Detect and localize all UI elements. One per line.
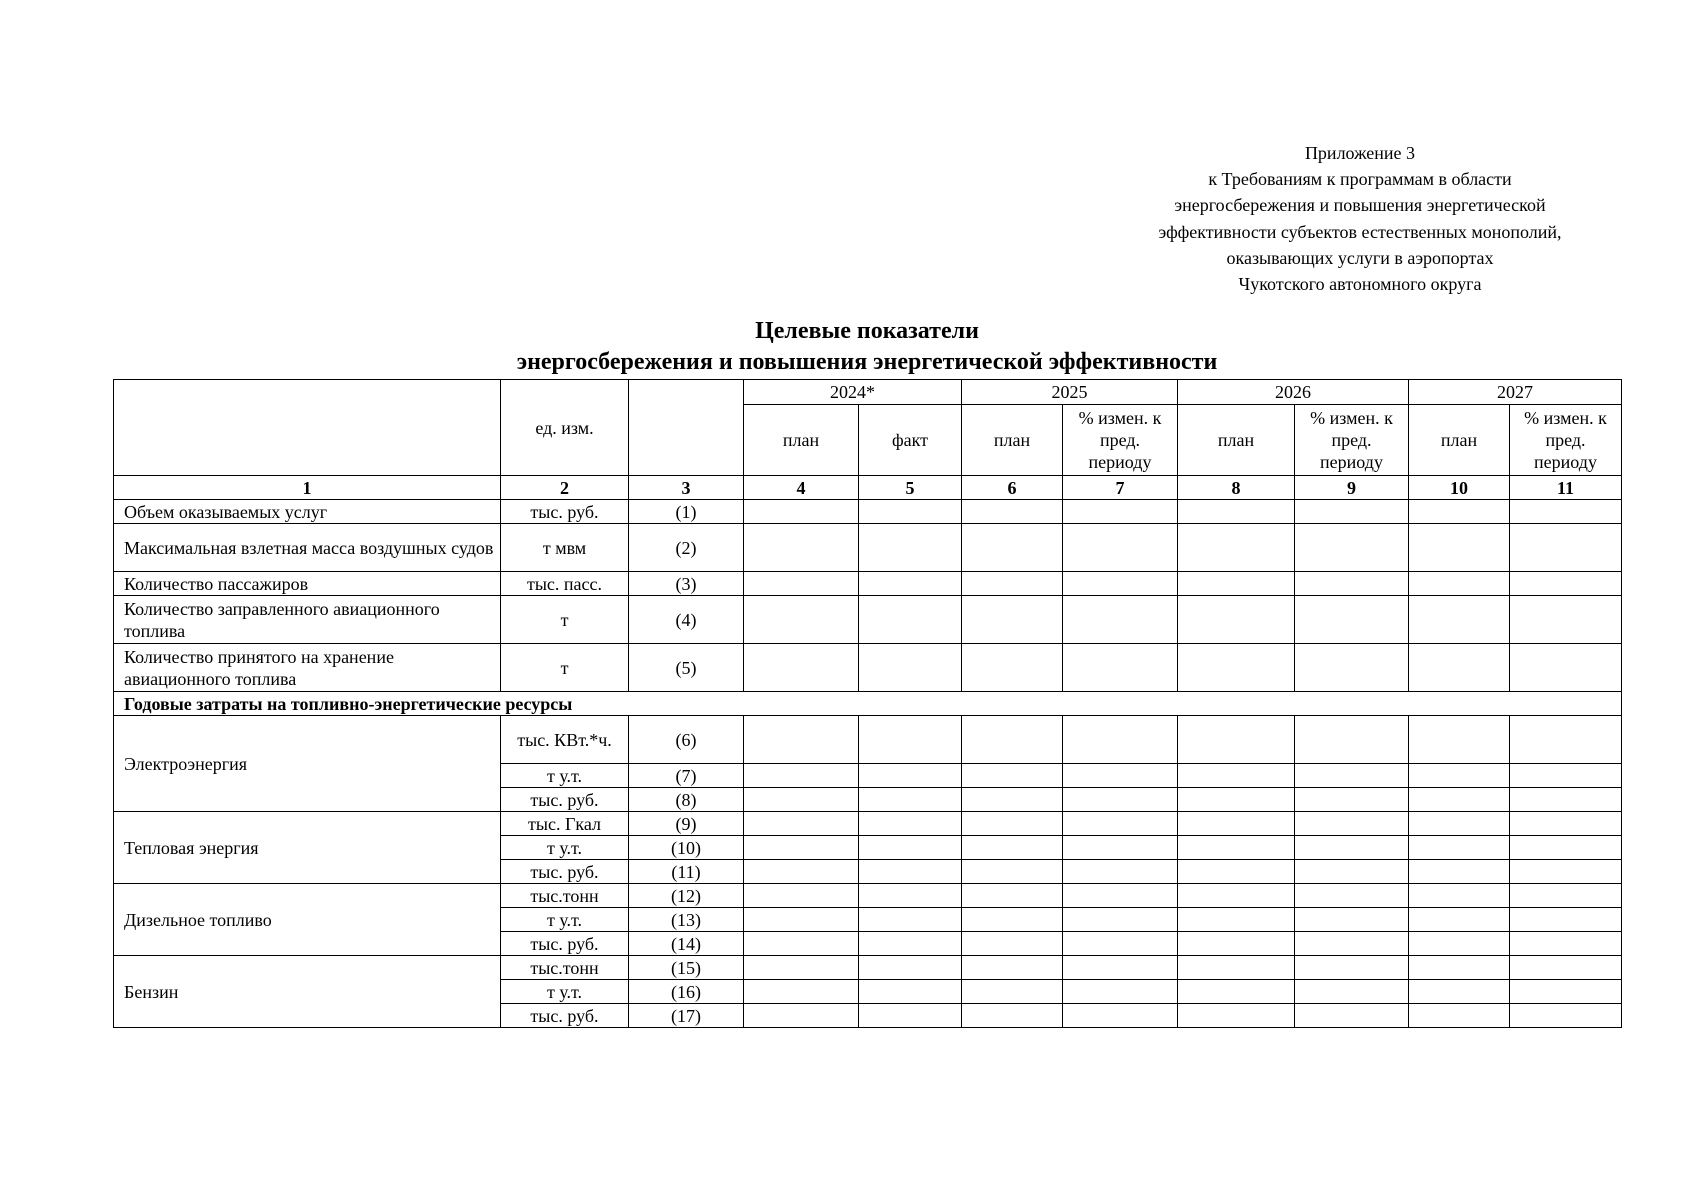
title-line-1: Целевые показатели (755, 318, 979, 344)
appendix-line: энергосбережения и повышения энергетической (1174, 195, 1546, 216)
value-cell (1178, 500, 1295, 524)
column-number: 11 (1510, 476, 1622, 500)
row-code: (14) (629, 932, 744, 956)
value-cell (1063, 716, 1178, 764)
value-cell (859, 1004, 962, 1028)
value-cell (1510, 596, 1622, 644)
row-unit: тыс. руб. (501, 788, 629, 812)
value-cell (1178, 1004, 1295, 1028)
column-number: 2 (501, 476, 629, 500)
value-cell (1510, 524, 1622, 572)
group-name: Электроэнергия (114, 716, 501, 812)
value-cell (1409, 500, 1510, 524)
value-cell (1063, 500, 1178, 524)
value-cell (1409, 788, 1510, 812)
row-unit: т у.т. (501, 908, 629, 932)
value-cell (1178, 716, 1295, 764)
appendix-line: Приложение 3 (1304, 143, 1416, 163)
header-subcolumn: план (744, 405, 859, 476)
group-name: Тепловая энергия (114, 812, 501, 884)
value-cell (744, 716, 859, 764)
column-number: 7 (1063, 476, 1178, 500)
value-cell (962, 788, 1063, 812)
value-cell (1510, 860, 1622, 884)
header-row-numbers (114, 476, 1622, 500)
value-cell (1063, 596, 1178, 644)
value-cell (1409, 884, 1510, 908)
value-cell (859, 980, 962, 1004)
value-cell (1510, 500, 1622, 524)
value-cell (1178, 884, 1295, 908)
group-name: Бензин (114, 956, 501, 1028)
table-header (114, 380, 1622, 500)
value-cell (1178, 524, 1295, 572)
value-cell (744, 932, 859, 956)
value-cell (1295, 884, 1409, 908)
value-cell (1510, 1004, 1622, 1028)
table-row (114, 956, 1622, 980)
value-cell (1409, 812, 1510, 836)
value-cell (1510, 644, 1622, 692)
value-cell (1295, 860, 1409, 884)
header-subcolumn: % измен. к пред. периоду (1510, 405, 1622, 476)
section-title: Годовые затраты на топливно-энергетические ресурсы (114, 692, 1622, 716)
column-number: 6 (962, 476, 1063, 500)
value-cell (1409, 980, 1510, 1004)
value-cell (1063, 644, 1178, 692)
value-cell (859, 596, 962, 644)
value-cell (859, 884, 962, 908)
table-body (114, 500, 1622, 1028)
value-cell (1510, 572, 1622, 596)
value-cell (1178, 956, 1295, 980)
row-code: (16) (629, 980, 744, 1004)
section-row (114, 692, 1622, 716)
value-cell (1063, 860, 1178, 884)
value-cell (1063, 980, 1178, 1004)
value-cell (1409, 1004, 1510, 1028)
row-code: (13) (629, 908, 744, 932)
page-title (113, 316, 1621, 378)
value-cell (859, 812, 962, 836)
table-row (114, 716, 1622, 764)
column-number: 9 (1295, 476, 1409, 500)
group-name: Дизельное топливо (114, 884, 501, 956)
value-cell (859, 764, 962, 788)
value-cell (962, 716, 1063, 764)
value-cell (1295, 764, 1409, 788)
value-cell (1178, 860, 1295, 884)
header-year: 2024* (744, 380, 962, 405)
value-cell (1295, 980, 1409, 1004)
value-cell (1510, 908, 1622, 932)
value-cell (1178, 596, 1295, 644)
row-unit: тыс. КВт.*ч. (501, 716, 629, 764)
header-subcolumn: план (962, 405, 1063, 476)
value-cell (1178, 932, 1295, 956)
value-cell (744, 956, 859, 980)
row-unit: тыс. руб. (501, 932, 629, 956)
value-cell (1063, 524, 1178, 572)
value-cell (962, 812, 1063, 836)
row-unit: тыс. руб. (501, 1004, 629, 1028)
row-code: (2) (629, 524, 744, 572)
value-cell (962, 908, 1063, 932)
value-cell (1409, 716, 1510, 764)
header-subcolumn: факт (859, 405, 962, 476)
value-cell (1295, 500, 1409, 524)
value-cell (1409, 860, 1510, 884)
appendix-note (1080, 140, 1640, 297)
value-cell (1178, 764, 1295, 788)
value-cell (744, 764, 859, 788)
value-cell (1178, 836, 1295, 860)
column-number: 1 (114, 476, 501, 500)
row-code: (11) (629, 860, 744, 884)
value-cell (1295, 812, 1409, 836)
row-code: (12) (629, 884, 744, 908)
indicators-table (113, 379, 1622, 1028)
value-cell (1295, 716, 1409, 764)
row-code: (5) (629, 644, 744, 692)
value-cell (962, 980, 1063, 1004)
value-cell (962, 764, 1063, 788)
header-row-years (114, 380, 1622, 405)
value-cell (859, 860, 962, 884)
column-number: 10 (1409, 476, 1510, 500)
value-cell (1295, 956, 1409, 980)
value-cell (744, 860, 859, 884)
row-unit: т у.т. (501, 764, 629, 788)
row-unit: т у.т. (501, 836, 629, 860)
column-number: 5 (859, 476, 962, 500)
value-cell (1178, 812, 1295, 836)
header-code-cell (629, 380, 744, 476)
row-unit: тыс.тонн (501, 956, 629, 980)
value-cell (1295, 1004, 1409, 1028)
row-code: (4) (629, 596, 744, 644)
row-code: (17) (629, 1004, 744, 1028)
table-row (114, 524, 1622, 572)
value-cell (1295, 644, 1409, 692)
value-cell (1063, 788, 1178, 812)
row-unit: т у.т. (501, 980, 629, 1004)
row-unit: т мвм (501, 524, 629, 572)
row-code: (15) (629, 956, 744, 980)
value-cell (1063, 1004, 1178, 1028)
value-cell (744, 644, 859, 692)
row-unit: т (501, 596, 629, 644)
value-cell (1510, 884, 1622, 908)
value-cell (1178, 908, 1295, 932)
value-cell (744, 1004, 859, 1028)
row-name: Количество пассажиров (114, 572, 501, 596)
value-cell (962, 836, 1063, 860)
header-subcolumn: план (1178, 405, 1295, 476)
row-unit: тыс. Гкал (501, 812, 629, 836)
value-cell (962, 524, 1063, 572)
row-name: Максимальная взлетная масса воздушных судов (114, 524, 501, 572)
value-cell (1178, 788, 1295, 812)
column-number: 3 (629, 476, 744, 500)
value-cell (1510, 956, 1622, 980)
title-line-2: энергосбережения и повышения энергетической эффективности (516, 349, 1218, 375)
value-cell (1063, 908, 1178, 932)
value-cell (1295, 596, 1409, 644)
value-cell (1409, 644, 1510, 692)
value-cell (744, 788, 859, 812)
value-cell (859, 932, 962, 956)
value-cell (1409, 596, 1510, 644)
row-code: (6) (629, 716, 744, 764)
row-unit: тыс. руб. (501, 860, 629, 884)
header-subcolumn: % измен. к пред. периоду (1063, 405, 1178, 476)
row-name: Объем оказываемых услуг (114, 500, 501, 524)
value-cell (744, 812, 859, 836)
value-cell (1510, 836, 1622, 860)
value-cell (859, 500, 962, 524)
value-cell (859, 716, 962, 764)
header-year: 2025 (962, 380, 1178, 405)
header-subcolumn: план (1409, 405, 1510, 476)
value-cell (1063, 956, 1178, 980)
row-code: (1) (629, 500, 744, 524)
value-cell (744, 596, 859, 644)
value-cell (859, 572, 962, 596)
column-number: 4 (744, 476, 859, 500)
appendix-line: к Требованиям к программам в области (1208, 169, 1512, 190)
value-cell (744, 980, 859, 1004)
value-cell (1295, 572, 1409, 596)
table-row (114, 884, 1622, 908)
value-cell (859, 956, 962, 980)
row-code: (10) (629, 836, 744, 860)
row-unit: тыс. руб. (501, 500, 629, 524)
table-row (114, 596, 1622, 644)
table-row (114, 644, 1622, 692)
value-cell (1510, 812, 1622, 836)
value-cell (962, 956, 1063, 980)
value-cell (1510, 716, 1622, 764)
value-cell (1295, 908, 1409, 932)
value-cell (1409, 572, 1510, 596)
value-cell (962, 500, 1063, 524)
value-cell (1178, 644, 1295, 692)
row-name: Количество заправленного авиационного топлива (114, 596, 501, 644)
value-cell (1178, 572, 1295, 596)
value-cell (1295, 836, 1409, 860)
appendix-line: оказывающих услуги в аэропортах (1226, 247, 1494, 268)
row-code: (8) (629, 788, 744, 812)
value-cell (859, 524, 962, 572)
row-name: Количество принятого на хранение авиационного топлива (114, 644, 501, 692)
header-year: 2027 (1409, 380, 1622, 405)
value-cell (1510, 788, 1622, 812)
row-code: (3) (629, 572, 744, 596)
header-subcolumn: % измен. к пред. периоду (1295, 405, 1409, 476)
column-number: 8 (1178, 476, 1295, 500)
value-cell (1063, 572, 1178, 596)
table-row (114, 812, 1622, 836)
row-unit: тыс. пасс. (501, 572, 629, 596)
value-cell (962, 572, 1063, 596)
appendix-line: Чукотского автономного округа (1238, 274, 1482, 295)
value-cell (1409, 836, 1510, 860)
value-cell (859, 644, 962, 692)
row-code: (7) (629, 764, 744, 788)
value-cell (1178, 980, 1295, 1004)
value-cell (1063, 764, 1178, 788)
value-cell (962, 644, 1063, 692)
value-cell (962, 596, 1063, 644)
value-cell (1409, 956, 1510, 980)
value-cell (1063, 836, 1178, 860)
table-row (114, 572, 1622, 596)
appendix-line: эффективности субъектов естественных монополий, (1158, 221, 1562, 242)
value-cell (1510, 932, 1622, 956)
header-name-cell (114, 380, 501, 476)
value-cell (744, 836, 859, 860)
value-cell (1063, 884, 1178, 908)
value-cell (744, 572, 859, 596)
value-cell (962, 1004, 1063, 1028)
value-cell (962, 932, 1063, 956)
value-cell (962, 860, 1063, 884)
value-cell (1063, 812, 1178, 836)
value-cell (1295, 524, 1409, 572)
value-cell (1409, 524, 1510, 572)
value-cell (962, 884, 1063, 908)
value-cell (1409, 908, 1510, 932)
value-cell (859, 836, 962, 860)
value-cell (1295, 932, 1409, 956)
value-cell (744, 908, 859, 932)
value-cell (1510, 980, 1622, 1004)
value-cell (859, 788, 962, 812)
value-cell (1295, 788, 1409, 812)
value-cell (1409, 764, 1510, 788)
table-row (114, 500, 1622, 524)
value-cell (1510, 764, 1622, 788)
value-cell (744, 524, 859, 572)
header-year: 2026 (1178, 380, 1409, 405)
value-cell (744, 884, 859, 908)
row-unit: т (501, 644, 629, 692)
header-unit: ед. изм. (501, 380, 629, 476)
value-cell (1063, 932, 1178, 956)
row-code: (9) (629, 812, 744, 836)
value-cell (1409, 932, 1510, 956)
row-unit: тыс.тонн (501, 884, 629, 908)
value-cell (859, 908, 962, 932)
value-cell (744, 500, 859, 524)
